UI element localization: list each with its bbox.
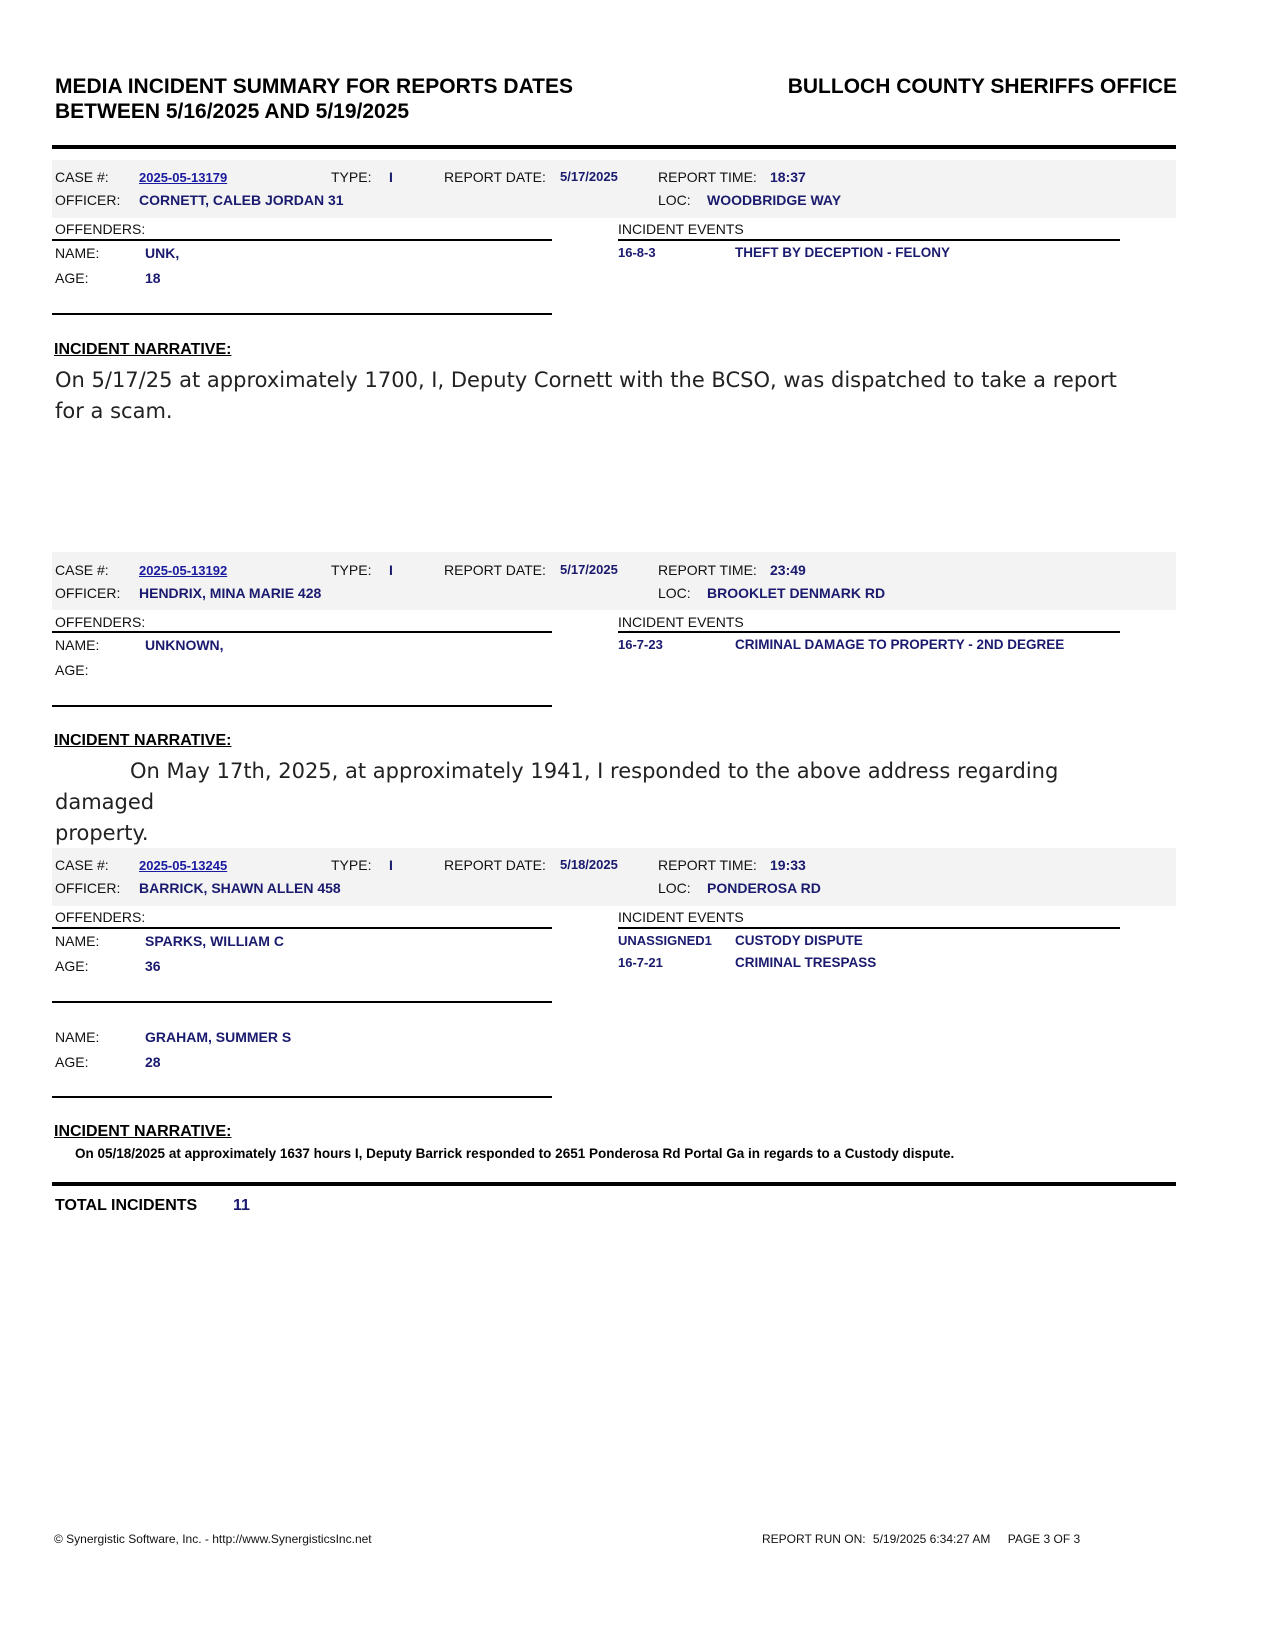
offenders-divider: [52, 631, 552, 633]
offenders-label: OFFENDERS:: [55, 909, 146, 925]
type-value: I: [389, 562, 393, 578]
offender-name-value: UNK,: [145, 245, 180, 261]
officer-label: OFFICER:: [55, 880, 121, 896]
offenders-label: OFFENDERS:: [55, 614, 146, 630]
case-number-link[interactable]: 2025-05-13245: [139, 858, 228, 873]
event-description: CRIMINAL TRESPASS: [735, 955, 877, 970]
offender-divider: [52, 1096, 552, 1098]
case-header-band: [52, 552, 1176, 610]
case-label: CASE #:: [55, 857, 109, 873]
report-time-label: REPORT TIME:: [658, 562, 757, 578]
offenders-divider: [52, 927, 552, 929]
narrative-title: INCIDENT NARRATIVE:: [54, 1123, 232, 1140]
report-run-info: [762, 1532, 1080, 1546]
report-date-label: REPORT DATE:: [444, 562, 546, 578]
narrative-text: [55, 365, 1135, 427]
type-label: TYPE:: [331, 562, 372, 578]
officer-value: HENDRIX, MINA MARIE 428: [139, 585, 322, 601]
report-date-label: REPORT DATE:: [444, 169, 546, 185]
event-description: THEFT BY DECEPTION - FELONY: [735, 245, 951, 260]
event-description: CRIMINAL DAMAGE TO PROPERTY - 2ND DEGREE: [735, 637, 1065, 652]
officer-value: CORNETT, CALEB JORDAN 31: [139, 192, 344, 208]
type-label: TYPE:: [331, 857, 372, 873]
offender-age-label: AGE:: [55, 1054, 89, 1070]
offender-divider: [52, 1001, 552, 1003]
officer-label: OFFICER:: [55, 585, 121, 601]
report-title-line1: MEDIA INCIDENT SUMMARY FOR REPORTS DATES: [55, 75, 574, 98]
event-code: 16-7-21: [618, 955, 663, 970]
offender-age-value: 18: [145, 270, 161, 286]
narrative-line: property.: [55, 821, 149, 845]
event-code: 16-8-3: [618, 245, 656, 260]
offender-name-label: NAME:: [55, 637, 100, 653]
report-time-value: 19:33: [770, 857, 806, 873]
loc-label: LOC:: [658, 192, 691, 208]
narrative-title: INCIDENT NARRATIVE:: [54, 341, 232, 358]
report-run-label: REPORT RUN ON:: [762, 1532, 866, 1546]
offender-name-label: NAME:: [55, 1029, 100, 1045]
loc-value: PONDEROSA RD: [707, 880, 821, 896]
offender-name-label: NAME:: [55, 933, 100, 949]
event-description: CUSTODY DISPUTE: [735, 933, 863, 948]
totals-divider: [52, 1182, 1176, 1186]
events-divider: [618, 927, 1120, 929]
loc-value: BROOKLET DENMARK RD: [707, 585, 886, 601]
offender-age-value: 36: [145, 958, 161, 974]
incident-events-label: INCIDENT EVENTS: [618, 221, 744, 237]
case-number-link[interactable]: 2025-05-13179: [139, 170, 228, 185]
narrative-title: INCIDENT NARRATIVE:: [54, 732, 232, 749]
offender-age-value: 28: [145, 1054, 161, 1070]
case-label: CASE #:: [55, 562, 109, 578]
incident-events-label: INCIDENT EVENTS: [618, 614, 744, 630]
case-label: CASE #:: [55, 169, 109, 185]
case-number-link[interactable]: 2025-05-13192: [139, 563, 228, 578]
narrative-line: for a scam.: [55, 399, 173, 423]
offenders-divider: [52, 239, 552, 241]
loc-value: WOODBRIDGE WAY: [707, 192, 842, 208]
report-run-value: 5/19/2025 6:34:27 AM: [872, 1532, 991, 1546]
narrative-text: On 05/18/2025 at approximately 1637 hours I, Deputy Barrick responded to 2651 Ponderosa Rd Portal Ga in regards to a Custody dispute.: [75, 1146, 955, 1161]
report-time-label: REPORT TIME:: [658, 857, 757, 873]
offender-age-label: AGE:: [55, 270, 89, 286]
offender-name-label: NAME:: [55, 245, 100, 261]
page-number: PAGE 3 OF 3: [1007, 1532, 1081, 1546]
loc-label: LOC:: [658, 585, 691, 601]
header-divider: [52, 145, 1176, 149]
offender-divider: [52, 705, 552, 707]
total-incidents-label: TOTAL INCIDENTS: [55, 1197, 198, 1214]
offender-age-label: AGE:: [55, 958, 89, 974]
offender-age-label: AGE:: [55, 662, 89, 678]
report-date-value: 5/17/2025: [560, 562, 618, 577]
loc-label: LOC:: [658, 880, 691, 896]
copyright-text: © Synergistic Software, Inc. - http://www.SynergisticsInc.net: [54, 1532, 372, 1546]
event-code: 16-7-23: [618, 637, 663, 652]
type-label: TYPE:: [331, 169, 372, 185]
report-time-value: 23:49: [770, 562, 806, 578]
offenders-label: OFFENDERS:: [55, 221, 146, 237]
events-divider: [618, 631, 1120, 633]
report-title-line2: BETWEEN 5/16/2025 AND 5/19/2025: [55, 100, 410, 123]
report-date-label: REPORT DATE:: [444, 857, 546, 873]
officer-value: BARRICK, SHAWN ALLEN 458: [139, 880, 341, 896]
officer-label: OFFICER:: [55, 192, 121, 208]
offender-name-value: SPARKS, WILLIAM C: [145, 933, 284, 949]
offender-name-value: UNKNOWN,: [145, 637, 224, 653]
report-date-value: 5/18/2025: [560, 857, 618, 872]
event-code: UNASSIGNED1: [618, 933, 712, 948]
events-divider: [618, 239, 1120, 241]
narrative-line: On May 17th, 2025, at approximately 1941, I responded to the above address regarding damaged: [55, 759, 1059, 814]
type-value: I: [389, 169, 393, 185]
offender-name-value: GRAHAM, SUMMER S: [145, 1029, 292, 1045]
narrative-line: On 5/17/25 at approximately 1700, I, Deputy Cornett with the BCSO, was dispatched to take a report: [55, 368, 1117, 392]
offender-divider: [52, 313, 552, 315]
incident-events-label: INCIDENT EVENTS: [618, 909, 744, 925]
report-date-value: 5/17/2025: [560, 169, 618, 184]
narrative-text: [55, 756, 1135, 849]
report-time-label: REPORT TIME:: [658, 169, 757, 185]
organization-name: BULLOCH COUNTY SHERIFFS OFFICE: [787, 75, 1177, 98]
type-value: I: [389, 857, 393, 873]
report-title: [55, 74, 695, 124]
total-incidents-value: 11: [233, 1197, 250, 1214]
report-time-value: 18:37: [770, 169, 806, 185]
